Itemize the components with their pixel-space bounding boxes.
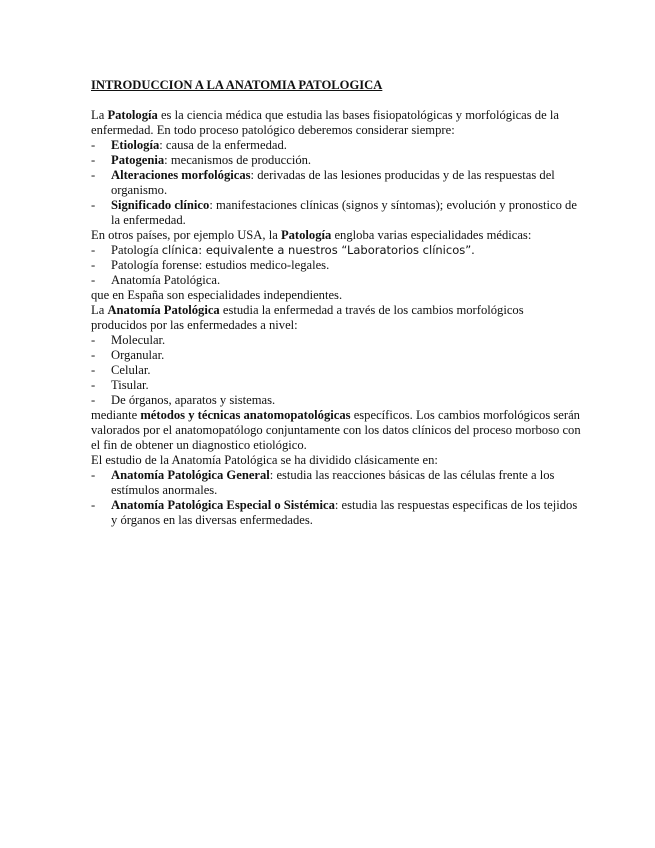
intro-paragraph: La Patología es la ciencia médica que estudia las bases fisiopatológicas y morfológicas de la enfermedad. En todo proceso patológico deberemos considerar siempre: [91, 108, 559, 137]
list-item: - Molecular. [91, 333, 581, 348]
specialties-list [91, 243, 581, 288]
spain-note: que en España son especialidades independientes. [91, 288, 343, 302]
considerations-list [91, 138, 581, 228]
methods-paragraph: mediante métodos y técnicas anatomopatológicas específicos. Los cambios morfológicos serán valorados por el anatomopatólogo conjuntamente con los datos clínicos del proceso morboso con el fin de obtener un diagnostico etiológico. [91, 408, 581, 452]
list-item: - Patología forense: estudios medico-legales. [91, 258, 581, 273]
document-body [91, 78, 581, 528]
anatomia-definition: La Anatomía Patológica estudia la enfermedad a través de los cambios morfológicos producidos por las enfermedades a nivel: [91, 303, 524, 332]
list-item: - Tisular. [91, 378, 581, 393]
list-item: - Organular. [91, 348, 581, 363]
list-item: - Etiología: causa de la enfermedad. [91, 138, 581, 153]
list-item: - Alteraciones morfológicas: derivadas de las lesiones producidas y de las respuestas del organismo. [91, 168, 581, 198]
document-title: INTRODUCCION A LA ANATOMIA PATOLOGICA [91, 78, 383, 92]
divisions-list [91, 468, 581, 528]
list-item: - Patología clínica: equivalente a nuestros “Laboratorios clínicos”. [91, 243, 581, 258]
division-intro: El estudio de la Anatomía Patológica se ha dividido clásicamente en: [91, 453, 438, 467]
other-countries-paragraph: En otros países, por ejemplo USA, la Patología engloba varias especialidades médicas: [91, 228, 532, 242]
list-item: - Anatomía Patológica Especial o Sistémica: estudia las respuestas especificas de los tejidos y órganos en las diversas enfermedades. [91, 498, 581, 528]
levels-list [91, 333, 581, 408]
list-item: - De órganos, aparatos y sistemas. [91, 393, 581, 408]
list-item: - Significado clínico: manifestaciones clínicas (signos y síntomas); evolución y pronostico de la enfermedad. [91, 198, 581, 228]
list-item: - Anatomía Patológica General: estudia las reacciones básicas de las células frente a los estímulos anormales. [91, 468, 581, 498]
list-item: - Patogenia: mecanismos de producción. [91, 153, 581, 168]
list-item: - Celular. [91, 363, 581, 378]
list-item: - Anatomía Patológica. [91, 273, 581, 288]
